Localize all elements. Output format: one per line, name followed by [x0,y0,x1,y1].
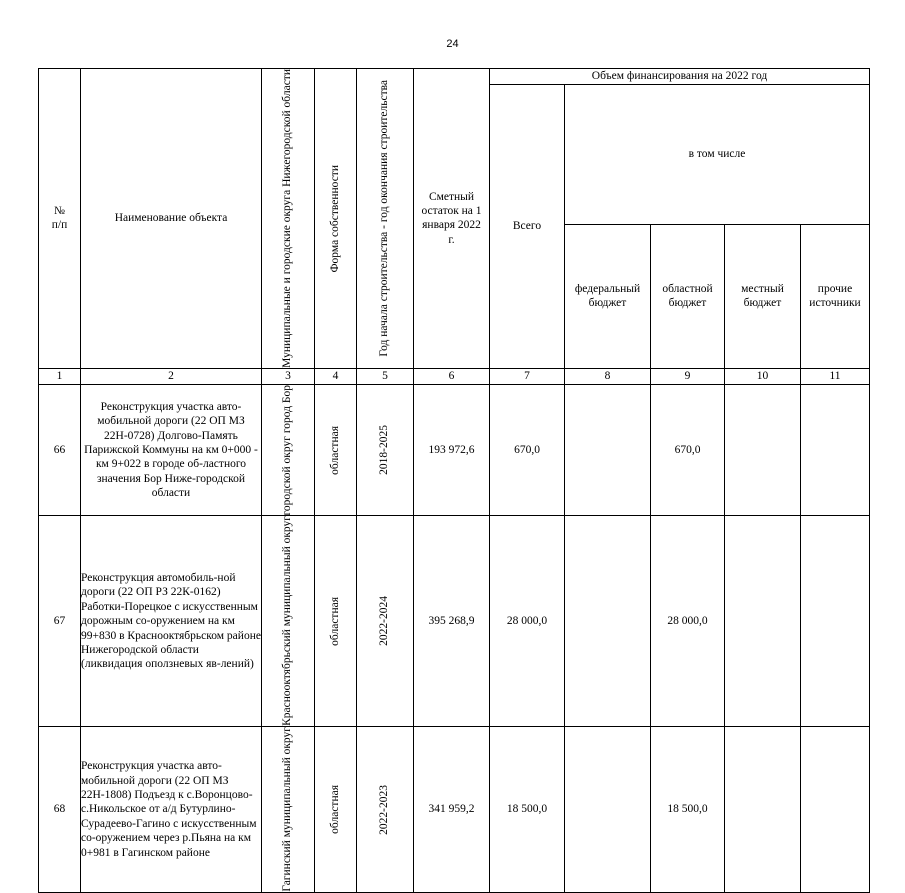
row-district-text: городской округ город Бор [281,384,294,516]
col-number: 5 [357,368,414,384]
header-years-text: Год начала строительства - год окончания строительства [378,80,391,357]
row-years-text: 2018-2025 [378,425,391,476]
row-years-text: 2022-2024 [378,596,391,647]
row-estimate: 395 268,9 [414,516,490,727]
col-number: 3 [262,368,315,384]
header-district-text: Муниципальные и городские округа Нижегородской области [281,69,294,368]
row-num: 66 [39,384,81,516]
row-num: 67 [39,516,81,727]
header-federal-text: федеральный бюджет [574,282,641,310]
row-other [801,516,870,727]
page-number: 24 [446,38,459,50]
row-years [357,516,414,727]
row-ownership [315,384,357,516]
header-local-text: местный бюджет [741,282,784,310]
row-name: Реконструкция автомобиль-ной дороги (22 ОП РЗ 22К-0162) Работки-Порецкое с искусственным дорожным со-оружением на км 99+830 в Краснооктябрьском районе Нижегородской области (ликвидация оползневых яв-лений) [81,516,262,727]
header-total: Всего [490,85,565,369]
col-number: 8 [565,368,651,384]
col-number: 9 [651,368,725,384]
row-other [801,727,870,893]
header-name: Наименование объекта [81,69,262,369]
row-other [801,384,870,516]
header-num: № п/п [39,69,81,369]
row-name: Реконструкция участка авто-мобильной дороги (22 ОП МЗ 22Н-0728) Долгово-Память Парижской Коммуны на км 0+000 - км 9+022 в городе об-ластного значения Бор Ниже-городской области [81,384,262,516]
row-federal [565,384,651,516]
header-years [357,69,414,369]
row-total: 28 000,0 [490,516,565,727]
row-total: 18 500,0 [490,727,565,893]
header-estimate-text: Сметный остаток на 1 января 2022 г. [421,190,482,246]
row-ownership-text: областная [328,596,341,646]
row-federal [565,516,651,727]
row-ownership-text: областная [328,785,341,835]
row-local [725,516,801,727]
row-district [262,727,315,893]
row-ownership [315,516,357,727]
row-name: Реконструкция участка авто-мобильной дороги (22 ОП МЗ 22Н-1808) Подъезд к с.Воронцово-с.Никольское от а/д Бутурлино-Сурадеево-Гагино с искусственным со-оружением через р.Пьяна на км 0+981 в Гагинском районе [81,727,262,893]
row-ownership [315,727,357,893]
table-row [39,516,870,727]
row-regional: 18 500,0 [651,727,725,893]
col-number: 10 [725,368,801,384]
row-district [262,516,315,727]
row-years [357,727,414,893]
col-number: 4 [315,368,357,384]
row-total: 670,0 [490,384,565,516]
header-estimate [414,69,490,369]
row-num: 68 [39,727,81,893]
col-number: 11 [801,368,870,384]
header-including: в том числе [565,85,870,225]
header-regional-text: областной бюджет [662,282,713,310]
row-local [725,384,801,516]
header-ownership [315,69,357,369]
row-years-text: 2022-2023 [378,784,391,835]
financing-table [38,68,870,893]
row-estimate: 341 959,2 [414,727,490,893]
row-ownership-text: областная [328,425,341,475]
row-regional: 670,0 [651,384,725,516]
col-number: 6 [414,368,490,384]
col-number: 2 [81,368,262,384]
column-number-row [39,368,870,384]
header-federal [565,224,651,368]
row-district-text: Краснооктябрьский муниципальный округ [281,516,294,727]
header-other [801,224,870,368]
table-row [39,727,870,893]
header-regional [651,224,725,368]
row-district [262,384,315,516]
row-estimate: 193 972,6 [414,384,490,516]
row-years [357,384,414,516]
header-ownership-text: Форма собственности [328,164,341,273]
header-district [262,69,315,369]
row-local [725,727,801,893]
table-row [39,384,870,516]
row-federal [565,727,651,893]
col-number: 7 [490,368,565,384]
header-funding-group: Объем финансирования на 2022 год [490,69,870,85]
row-district-text: Гагинский муниципальный округ [281,727,294,892]
row-regional: 28 000,0 [651,516,725,727]
header-other-text: прочие источники [809,282,861,310]
header-local [725,224,801,368]
col-number: 1 [39,368,81,384]
